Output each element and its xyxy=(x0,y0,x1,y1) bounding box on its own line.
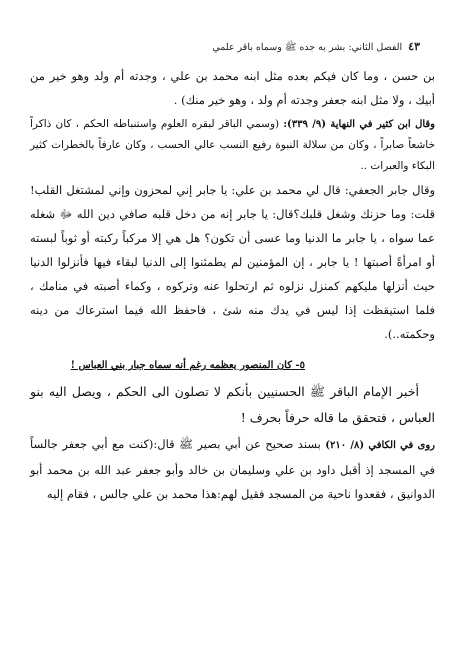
paragraph-2-text: (وسمي الباقر لبقره العلوم واستنباطه الحكم ، كان ذاكراً خاشعاً صابراً ، وكان من سلالة النبوة رفيع النسب عالي الحسب ، وكان عارفاً بالخطرات كثير البكاء والعبرات .. xyxy=(30,118,435,172)
running-header xyxy=(50,40,420,55)
section-heading-text: ٥- كان المنصور يعظمه رغم أنه سماه جبار بني العباس ! xyxy=(70,360,305,371)
body-text xyxy=(30,64,435,507)
section-heading xyxy=(30,360,435,371)
paragraph-5 xyxy=(30,432,435,506)
paragraph-4: أخبر الإمام الباقر ﷺ الحسنيين بأنكم لا تصلون الى الحكم ، ويصل اليه بنو العباس ، فتحقق ما قاله حرفاً بحرف ! xyxy=(30,384,435,425)
paragraph-2 xyxy=(30,114,435,177)
page-number: ٤٣ xyxy=(408,40,420,53)
paragraph-5-text: بسند صحيح عن أبي بصير ﷺ قال:(كنت مع أبي جعفر جالساً في المسجد إذ أقبل داود بن علي وسليمان بن خالد وأبو جعفر عبد الله بن محمد أبو الدوانيق ، فقعدوا ناحية من المسجد فقيل لهم:هذا محمد بن علي جالس ، فقام إليه xyxy=(30,437,435,501)
paragraph-1: بن حسن ، وما كان فيكم بعده مثل ابنه محمد بن علي ، وجدته أم ولد وهو خير من أبيك ، ولا مثل ابنه جعفر وجدته أم ولد ، وهو خير منك) . xyxy=(30,69,435,107)
paragraph-3: وقال جابر الجعفي: قال لي محمد بن علي: يا جابر إني لمحزون وإني لمشتغل القلب! قلت: وما حزنك وشغل قلبك؟قال: يا جابر إنه من دخل قلبه صافي دين الله ﷻ شغله عما سواه ، يا جابر ما الدنيا وما عسى أن تكون؟ هل هي إلا مركباً ركبته أو ثوباً لبسته أو امرأةً أصبتها ! يا جابر ، إن المؤمنين لم يطمئنوا إلى الدنيا لبقاء فيها فأنزلوا الدنيا حيث أنزلها مليكهم كمنزل نزلوه ثم ارتحلوا عنه وتركوه ، وكماء أصبته في منامك ، فلما استيقظت إذا ليس في يدك منه شئ ، فاحفظ الله فيما استرعاك من دينه وحكمته..). xyxy=(30,183,435,341)
citation-kafi: روى في الكافي (٨/ ٢١٠) xyxy=(325,440,435,451)
citation-ibn-kathir: وقال ابن كثير في النهاية (٩/ ٣٣٩): xyxy=(283,119,435,130)
chapter-title: الفصل الثاني: بشر به جده ﷺ وسماه باقر علمي xyxy=(212,42,403,53)
